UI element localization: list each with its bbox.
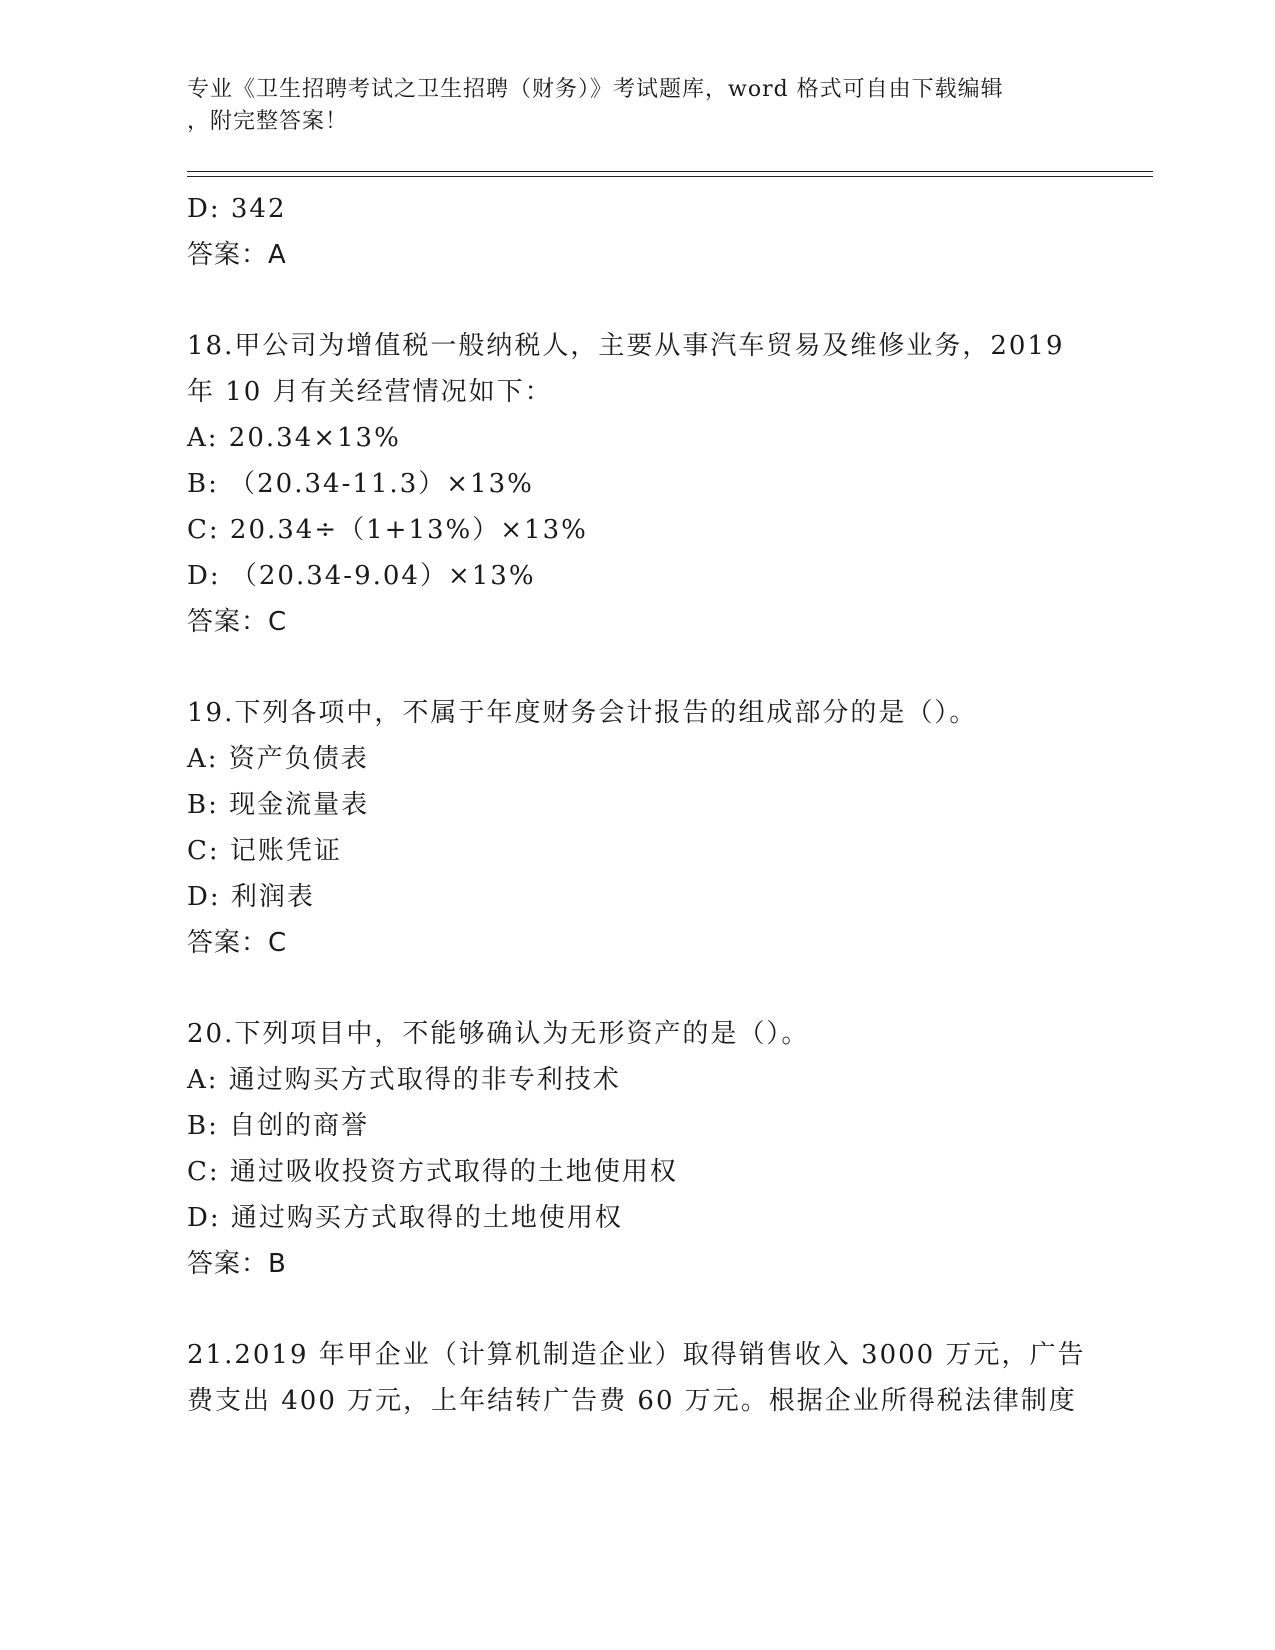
option-d: D: 342 — [187, 194, 287, 224]
option-b: B: 自创的商誉 — [187, 1111, 370, 1141]
question-text: 20.下列项目中，不能够确认为无形资产的是（）。 — [187, 1019, 810, 1049]
option-a: A: 20.34×13% — [187, 423, 401, 453]
option-b: B: 现金流量表 — [187, 790, 370, 820]
document-header: 专业《卫生招聘考试之卫生招聘（财务）》考试题库，word 格式可自由下载编辑 ，附完整答案！ — [187, 77, 1004, 134]
answer: 答案：A — [187, 240, 287, 270]
question-21 — [187, 1332, 1087, 1424]
question-text: 21.2019 年甲企业（计算机制造企业）取得销售收入 3000 万元，广告 — [187, 1340, 1086, 1370]
question-text-cont: 年 10 月有关经营情况如下： — [187, 377, 553, 407]
option-d: D: （20.34-9.04）×13% — [187, 561, 536, 591]
question-content — [187, 186, 1087, 1424]
question-20 — [187, 1011, 1087, 1287]
option-b: B: （20.34-11.3）×13% — [187, 469, 534, 499]
option-d: D: 利润表 — [187, 882, 315, 912]
answer: 答案：B — [187, 1249, 287, 1279]
question-18 — [187, 323, 1087, 645]
header-rule-bottom — [187, 176, 1153, 177]
option-d: D: 通过购买方式取得的土地使用权 — [187, 1203, 623, 1233]
option-c: C: 记账凭证 — [187, 836, 342, 866]
header-rule-top — [187, 171, 1153, 172]
question-text-cont: 费支出 400 万元，上年结转广告费 60 万元。根据企业所得税法律制度 — [187, 1386, 1077, 1416]
option-c: C: 通过吸收投资方式取得的土地使用权 — [187, 1157, 678, 1187]
question-text: 19.下列各项中，不属于年度财务会计报告的组成部分的是（）。 — [187, 698, 978, 728]
answer: 答案：C — [187, 928, 288, 958]
question-19 — [187, 690, 1087, 966]
prev-question-tail — [187, 186, 1087, 278]
option-a: A: 通过购买方式取得的非专利技术 — [187, 1065, 621, 1095]
question-text: 18.甲公司为增值税一般纳税人，主要从事汽车贸易及维修业务，2019 — [187, 331, 1065, 361]
option-c: C: 20.34÷（1+13%）×13% — [187, 515, 588, 545]
answer: 答案：C — [187, 607, 288, 637]
option-a: A: 资产负债表 — [187, 744, 369, 774]
